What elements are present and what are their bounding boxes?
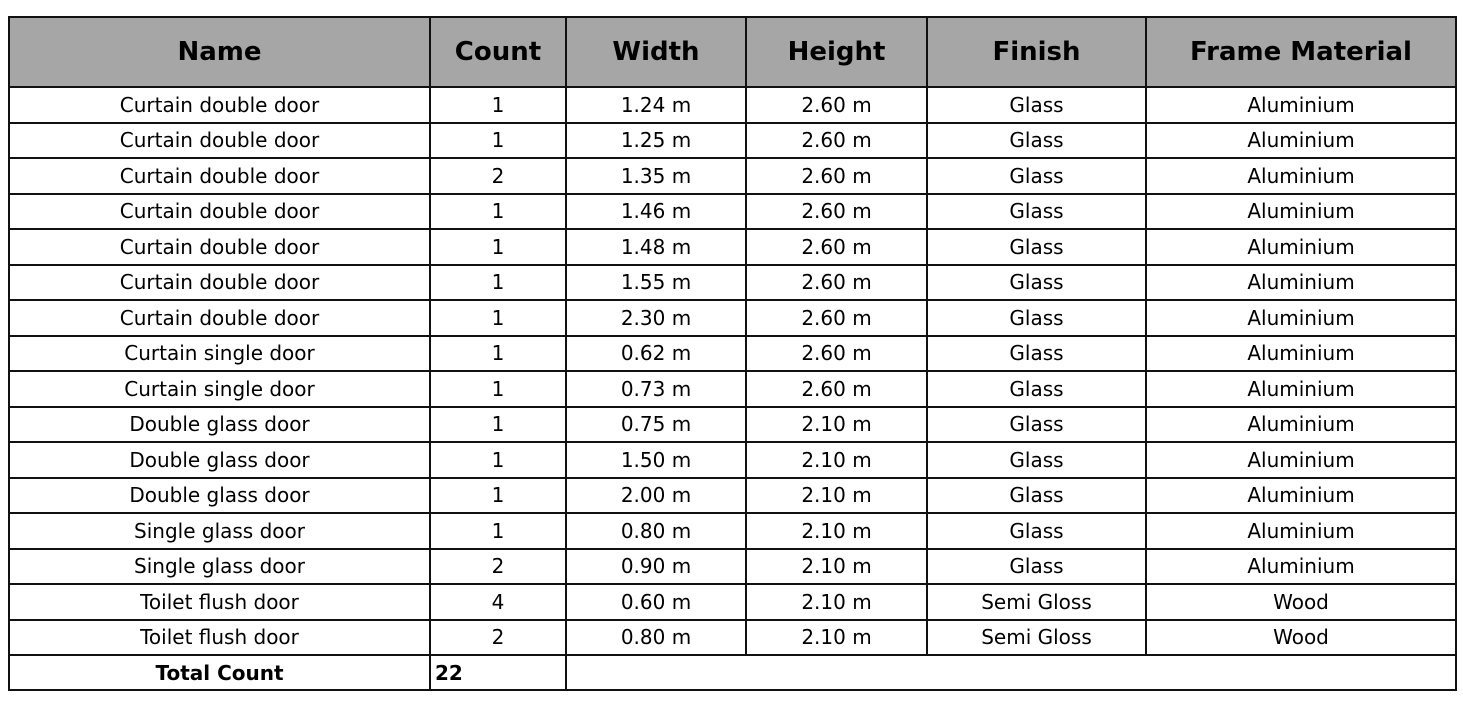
cell-height: 2.60 m [746,371,927,407]
cell-name: Curtain double door [9,123,430,159]
column-header-height: Height [746,17,927,87]
cell-frame-material: Aluminium [1146,194,1456,230]
cell-width: 0.60 m [566,584,746,620]
cell-name: Single glass door [9,549,430,585]
cell-frame-material: Wood [1146,584,1456,620]
table-row [9,513,1456,549]
total-count-value: 22 [430,655,566,690]
cell-frame-material: Aluminium [1146,123,1456,159]
cell-height: 2.60 m [746,123,927,159]
cell-name: Curtain double door [9,87,430,123]
cell-name: Toilet flush door [9,584,430,620]
door-schedule-table [8,16,1457,691]
cell-height: 2.10 m [746,584,927,620]
cell-finish: Glass [927,194,1146,230]
cell-finish: Glass [927,158,1146,194]
cell-height: 2.60 m [746,265,927,301]
cell-name: Double glass door [9,442,430,478]
cell-count: 2 [430,549,566,585]
cell-frame-material: Aluminium [1146,300,1456,336]
cell-width: 2.00 m [566,478,746,514]
cell-frame-material: Aluminium [1146,336,1456,372]
table-row [9,229,1456,265]
cell-height: 2.10 m [746,478,927,514]
cell-width: 2.30 m [566,300,746,336]
column-header-name: Name [9,17,430,87]
table-row [9,300,1456,336]
cell-finish: Semi Gloss [927,584,1146,620]
cell-count: 1 [430,87,566,123]
cell-count: 1 [430,407,566,443]
table-row [9,407,1456,443]
cell-name: Curtain double door [9,229,430,265]
cell-height: 2.60 m [746,229,927,265]
cell-width: 1.46 m [566,194,746,230]
column-header-count: Count [430,17,566,87]
cell-count: 4 [430,584,566,620]
cell-height: 2.60 m [746,194,927,230]
cell-name: Curtain double door [9,300,430,336]
cell-width: 0.73 m [566,371,746,407]
cell-finish: Glass [927,407,1146,443]
cell-width: 1.55 m [566,265,746,301]
cell-frame-material: Wood [1146,620,1456,656]
cell-finish: Glass [927,123,1146,159]
cell-count: 1 [430,513,566,549]
total-count-label: Total Count [9,655,430,690]
cell-frame-material: Aluminium [1146,87,1456,123]
cell-count: 1 [430,265,566,301]
cell-width: 0.90 m [566,549,746,585]
cell-height: 2.60 m [746,87,927,123]
cell-frame-material: Aluminium [1146,265,1456,301]
total-row [9,655,1456,690]
cell-frame-material: Aluminium [1146,229,1456,265]
table-row [9,620,1456,656]
cell-height: 2.10 m [746,513,927,549]
cell-count: 1 [430,123,566,159]
cell-count: 1 [430,478,566,514]
cell-name: Curtain double door [9,265,430,301]
column-header-finish: Finish [927,17,1146,87]
cell-count: 1 [430,442,566,478]
cell-name: Curtain double door [9,158,430,194]
cell-count: 1 [430,194,566,230]
column-header-frame-material: Frame Material [1146,17,1456,87]
cell-count: 2 [430,620,566,656]
cell-finish: Glass [927,229,1146,265]
cell-count: 2 [430,158,566,194]
cell-frame-material: Aluminium [1146,158,1456,194]
cell-finish: Glass [927,265,1146,301]
cell-name: Single glass door [9,513,430,549]
table-header [9,17,1456,87]
cell-width: 0.80 m [566,620,746,656]
cell-width: 0.80 m [566,513,746,549]
table-row [9,123,1456,159]
cell-width: 1.25 m [566,123,746,159]
cell-frame-material: Aluminium [1146,407,1456,443]
table-row [9,158,1456,194]
cell-name: Toilet flush door [9,620,430,656]
cell-width: 1.50 m [566,442,746,478]
table-body [9,87,1456,655]
table-row [9,265,1456,301]
cell-width: 1.24 m [566,87,746,123]
cell-name: Double glass door [9,478,430,514]
cell-height: 2.10 m [746,620,927,656]
cell-frame-material: Aluminium [1146,371,1456,407]
table-footer [9,655,1456,690]
cell-height: 2.10 m [746,549,927,585]
cell-name: Curtain single door [9,336,430,372]
cell-height: 2.60 m [746,158,927,194]
table-row [9,584,1456,620]
column-header-width: Width [566,17,746,87]
cell-finish: Glass [927,87,1146,123]
cell-name: Curtain double door [9,194,430,230]
table-row [9,478,1456,514]
total-row-filler [566,655,1456,690]
table-row [9,442,1456,478]
cell-count: 1 [430,300,566,336]
cell-frame-material: Aluminium [1146,549,1456,585]
cell-count: 1 [430,229,566,265]
cell-finish: Glass [927,513,1146,549]
cell-finish: Glass [927,549,1146,585]
cell-finish: Semi Gloss [927,620,1146,656]
table-row [9,371,1456,407]
cell-height: 2.60 m [746,336,927,372]
cell-frame-material: Aluminium [1146,513,1456,549]
cell-width: 1.48 m [566,229,746,265]
cell-height: 2.60 m [746,300,927,336]
cell-finish: Glass [927,336,1146,372]
cell-finish: Glass [927,442,1146,478]
header-row [9,17,1456,87]
table-row [9,194,1456,230]
cell-frame-material: Aluminium [1146,478,1456,514]
cell-height: 2.10 m [746,442,927,478]
cell-width: 0.75 m [566,407,746,443]
cell-width: 0.62 m [566,336,746,372]
cell-name: Double glass door [9,407,430,443]
table-row [9,336,1456,372]
cell-finish: Glass [927,478,1146,514]
cell-height: 2.10 m [746,407,927,443]
cell-width: 1.35 m [566,158,746,194]
cell-name: Curtain single door [9,371,430,407]
cell-frame-material: Aluminium [1146,442,1456,478]
cell-finish: Glass [927,300,1146,336]
cell-count: 1 [430,371,566,407]
cell-count: 1 [430,336,566,372]
cell-finish: Glass [927,371,1146,407]
table-row [9,549,1456,585]
table-row [9,87,1456,123]
